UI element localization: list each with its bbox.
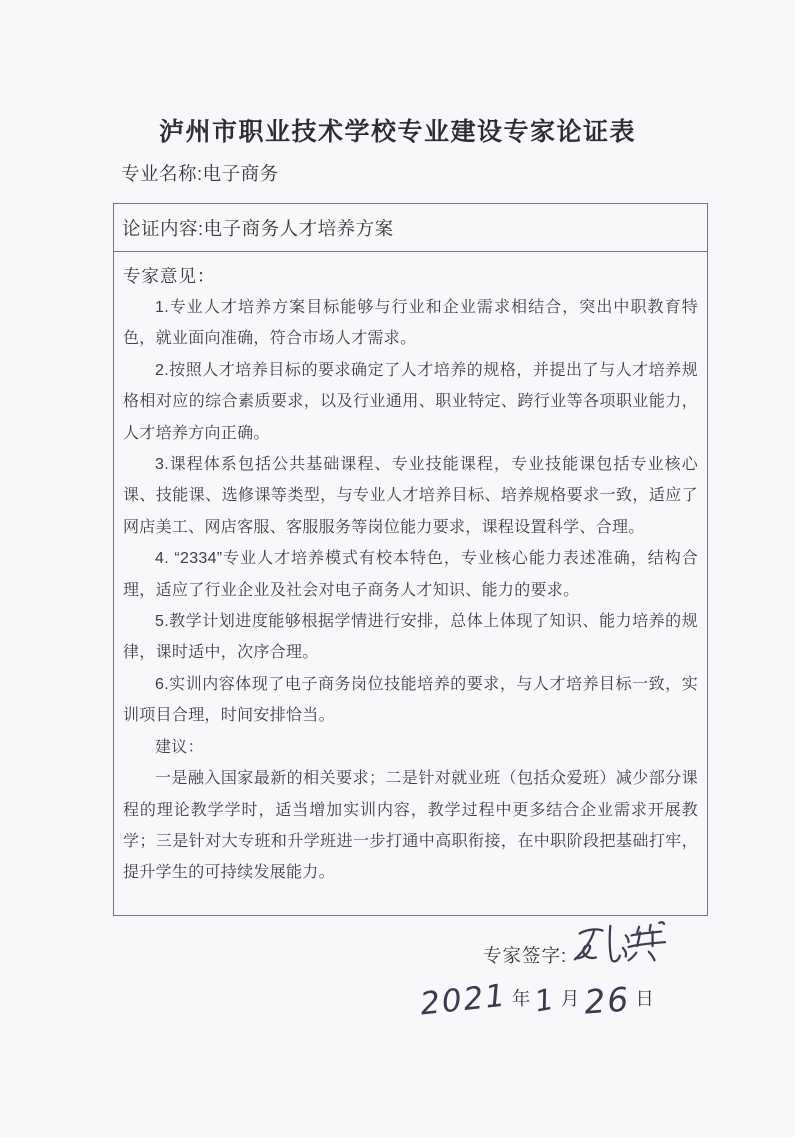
major-name-line: 专业名称:电子商务 (121, 163, 279, 184)
opinion-paragraph: 2.按照人才培养目标的要求确定了人才培养的规格，并提出了与人才培养规格相对应的综合素质要求，以及行业通用、职业特定、跨行业等各项职业能力，人才培养方向正确。 (123, 361, 698, 442)
opinion-paragraph: 5.教学计划进度能够根据学情进行安排，总体上体现了知识、能力培养的规律，课时适中，次序合理。 (123, 613, 698, 662)
expert-signature-label: 专家签字: (483, 945, 568, 966)
opinion-paragraph: 6.实训内容体现了电子商务岗位技能培养的要求，与人才培养目标一致，实训项目合理，时间安排恰当。 (123, 675, 698, 725)
expert-opinion-cell (114, 252, 707, 915)
handwritten-date-line (418, 977, 656, 1023)
opinion-paragraph: 3.课程体系包括公共基础课程、专业技能课程，专业技能课包括专业核心课、技能课、选修课等类型，与专业人才培养目标、培养规格要求一致，适应了网店美工、网店客服、客服服务等岗位能力要求，课程设置科学、合理。 (123, 456, 698, 536)
suggestion-text: 一是融入国家最新的相关要求；二是针对就业班（包括众爱班）减少部分课程的理论教学学时，适当增加实训内容，教学过程中更多结合企业需求开展教学；三是针对大专班和升学班进一步打通中高职衔接，在中职阶段把基础打牢，提升学生的可持续发展能力。 (123, 770, 698, 882)
handwritten-signature (570, 916, 666, 974)
date-day-handwritten: 26 (583, 979, 632, 1022)
date-month-handwritten: 1 (532, 981, 559, 1019)
expert-opinion-heading: 专家意见： (123, 266, 216, 286)
verification-content-row: 论证内容:电子商务人才培养方案 (114, 204, 707, 252)
opinion-paragraph: 4. “2334”专业人才培养模式有校本特色，专业核心能力表述准确，结构合理，适应了行业企业及社会对电子商务人才知识、能力的要求。 (123, 550, 698, 599)
document-title: 泸州市职业技术学校专业建设专家论证表 (158, 118, 636, 146)
date-year-label: 年 (511, 988, 531, 1009)
date-year-handwritten: 2021 (418, 977, 509, 1023)
opinion-paragraph: 1.专业人才培养方案目标能够与行业和企业需求相结合，突出中职教育特色，就业面向准确，符合市场人才需求。 (123, 299, 698, 348)
date-month-label: 月 (560, 988, 580, 1009)
verification-form-table (113, 203, 708, 916)
date-day-label: 日 (635, 988, 654, 1009)
opinion-paragraph-list (123, 292, 698, 732)
suggestion-heading: 建议： (155, 738, 204, 756)
